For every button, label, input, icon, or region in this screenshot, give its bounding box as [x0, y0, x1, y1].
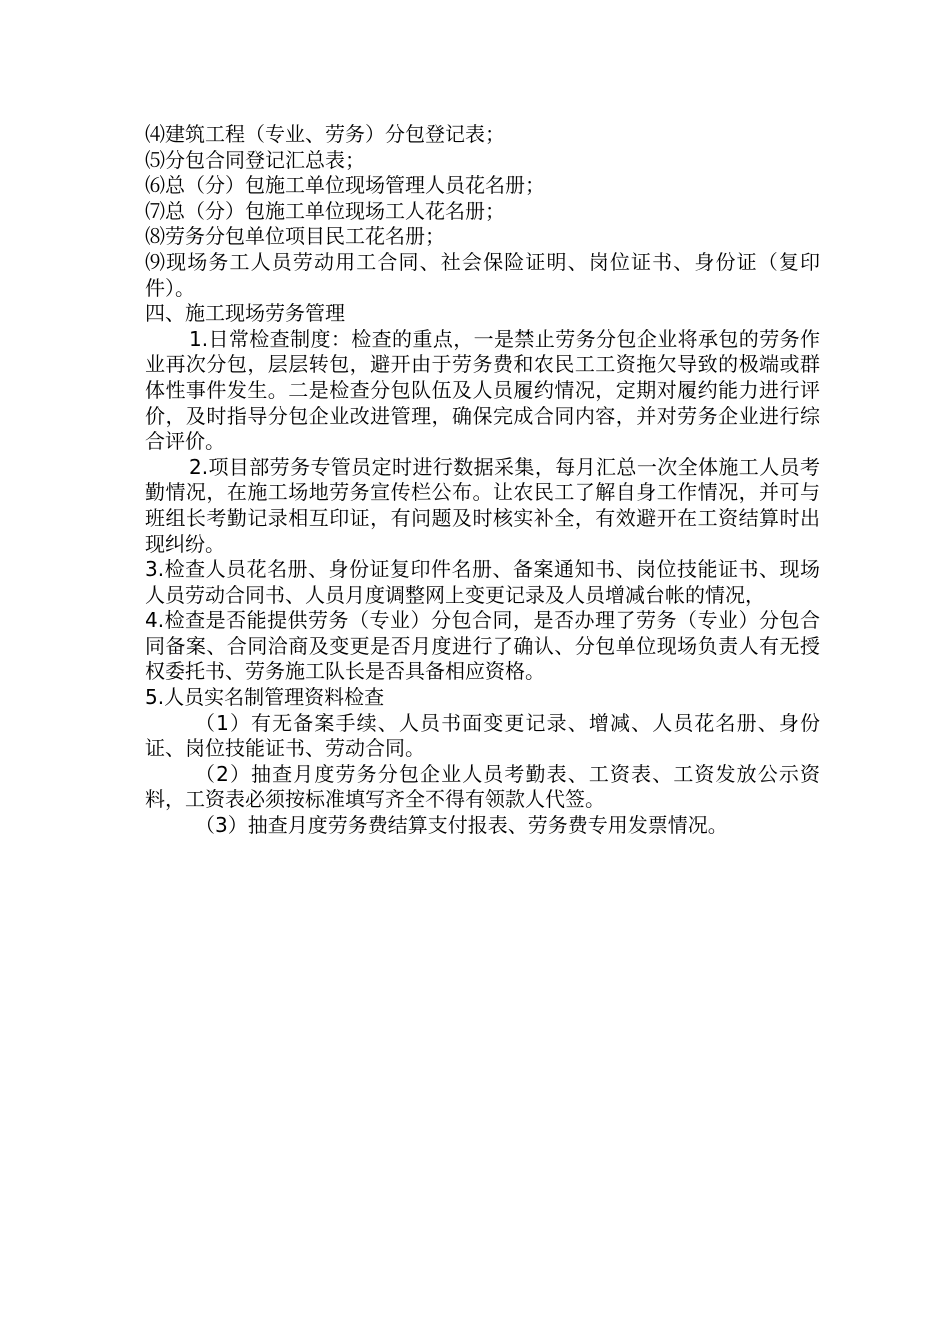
list-item: ⑻劳务分包单位项目民工花名册；: [145, 224, 445, 249]
list-item: ⑷建筑工程（专业、劳务）分包登记表；: [145, 122, 505, 146]
list-item: ⑼现场务工人员劳动用工合同、社会保险证明、岗位证书、身份证（复印件）。: [145, 249, 820, 300]
document-body: [145, 122, 820, 839]
list-item: ⑹总（分）包施工单位现场管理人员花名册；: [145, 173, 545, 198]
section-heading: 四、施工现场劳务管理: [145, 301, 345, 326]
paragraph-contract-check: 4.检查是否能提供劳务（专业）分包合同，是否办理了劳务（专业）分包合同备案、合同洽商及变更是否月度进行了确认、分包单位现场负责人有无授权委托书、劳务施工队长是否具备相应资格。: [145, 608, 820, 684]
sub-item: （1）有无备案手续、人员书面变更记录、增减、人员花名册、身份证、岗位技能证书、劳动合同。: [145, 710, 820, 761]
sub-item: （3）抽查月度劳务费结算支付报表、劳务费专用发票情况。: [195, 813, 728, 838]
list-item: ⑺总（分）包施工单位现场工人花名册；: [145, 198, 505, 223]
list-item: ⑸分包合同登记汇总表；: [145, 147, 365, 172]
paragraph-data-collection: 2.项目部劳务专管员定时进行数据采集，每月汇总一次全体施工人员考勤情况，在施工场地劳务宣传栏公布。让农民工了解自身工作情况，并可与班组长考勤记录相互印证，有问题及时核实补全，有效避开在工资结算时出现纠纷。: [145, 454, 820, 556]
paragraph-daily-inspection: 1.日常检查制度：检查的重点，一是禁止劳务分包企业将承包的劳务作业再次分包，层层转包，避开由于劳务费和农民工工资拖欠导致的极端或群体性事件发生。二是检查分包队伍及人员履约情况，定期对履约能力进行评价，及时指导分包企业改进管理，确保完成合同内容，并对劳务企业进行综合评价。: [145, 326, 820, 454]
paragraph-real-name-check: 5.人员实名制管理资料检查: [145, 685, 385, 710]
paragraph-roster-check: 3.检查人员花名册、身份证复印件名册、备案通知书、岗位技能证书、现场人员劳动合同书、人员月度调整网上变更记录及人员增减台帐的情况，: [145, 557, 820, 607]
sub-item: （2）抽查月度劳务分包企业人员考勤表、工资表、工资发放公示资料，工资表必须按标准填写齐全不得有领款人代签。: [145, 761, 820, 812]
